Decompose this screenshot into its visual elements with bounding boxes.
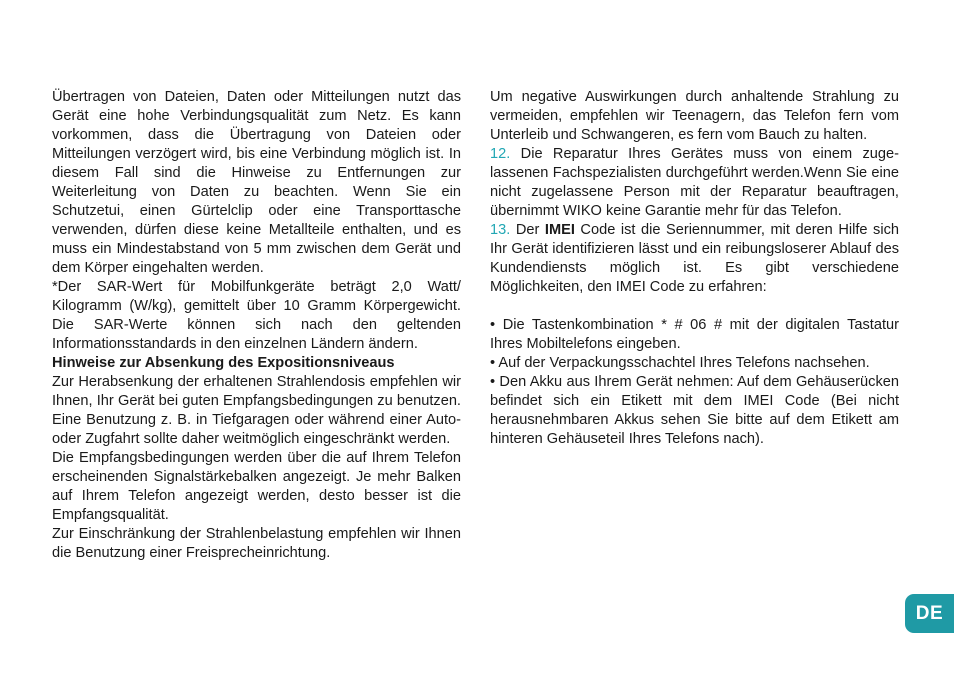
- item-text-13-prefix: Der: [510, 222, 545, 238]
- left-column: [52, 88, 461, 563]
- paragraph-transmission: Übertragen von Dateien, Daten oder Mitteilungen nutzt das Gerät eine hohe Verbindungsqualität zum Netz. Es kann vorkommen, dass die Übertragung von Dateien oder Mitteilungen verzögert wird, bis eine Verbindung möglich ist. In diesem Fall sind die Hinweise zu Entfernungen zur Weiterleitung von Daten zu beachten. Wenn Sie ein Schutzetui, einen Gürtelclip oder eine Transporttasche verwenden, dürfen diese keine Metallteile enthalten, und es muss ein Mindestabstand von 5 mm zwischen dem Gerät und dem Körper eingehalten werden.: [52, 89, 461, 276]
- item-text-12: Die Reparatur Ihres Gerätes muss von einem zugelassenen Fachspezialisten durchgeführt werden.Wenn Sie eine nicht zugelassene Person mit der Reparatur beauftragen, übernimmt WIKO keine Garantie mehr für das Telefon.: [490, 146, 899, 219]
- paragraph-reduce-dose: Zur Herabsenkung der erhaltenen Strahlendosis empfehlen wir Ihnen, Ihr Gerät bei guten Empfangsbedingungen zu benutzen. Eine Benutzung z. B. in Tiefgaragen oder während einer Auto-oder Zugfahrt sollte daher weitmöglich eingeschränkt werden.: [52, 374, 461, 447]
- imei-term: IMEI: [544, 222, 575, 238]
- list-item-12: [490, 145, 899, 221]
- section-heading-exposure: Hinweise zur Absenkung des Expositionsniveaus: [52, 355, 395, 371]
- item-number-12: 12.: [490, 146, 511, 162]
- paragraph-pregnancy: Um negative Auswirkungen durch anhaltende Strahlung zu vermeiden, empfehlen wir Teenagern, das Telefon fern vom Unterleib und Schwangeren, es fern vom Bauch zu halten.: [490, 89, 899, 143]
- bullet-battery-label: • Den Akku aus Ihrem Gerät nehmen: Auf dem Gehäuserücken befindet sich ein Etikett mit dem IMEI Code (Bei nicht herausnehmbaren Akkus sehen Sie bitte auf dem Etikett am hinteren Gehäuseteil Ihres Telefons nach).: [490, 374, 899, 447]
- item-text-13: Code ist die Seriennummer, mit deren Hilfe sich Ihr Gerät identifizieren lässt und ein reibungsloserer Ablauf des Kundendiensts möglich ist. Es gibt verschiedene Möglichkeiten, den IMEI Code zu erfahren:: [490, 222, 900, 295]
- bullet-key-combination: • Die Tastenkombination * # 06 # mit der digitalen Tastatur Ihres Mobiltelefons eingeben.: [490, 317, 899, 352]
- language-badge: DE: [905, 594, 954, 633]
- paragraph-reception: Die Empfangsbedingungen werden über die auf Ihrem Telefon erscheinenden Signalstärkebalken angezeigt. Je mehr Balken auf Ihrem Telefon angezeigt werden, desto besser ist die Empfangsqualität.: [52, 450, 461, 523]
- bullet-packaging: • Auf der Verpackungsschachtel Ihres Telefons nachsehen.: [490, 355, 870, 371]
- right-column: [490, 88, 899, 449]
- spacer: [490, 297, 899, 316]
- item-number-13: 13.: [490, 222, 511, 238]
- list-item-13: [490, 221, 899, 297]
- paragraph-sar-value: *Der SAR-Wert für Mobilfunkgeräte beträgt 2,0 Watt/ Kilogramm (W/kg), gemittelt über 10 Gramm Körpergewicht. Die SAR-Werte können sich nach den geltenden Informationsstandards in den einzelnen Ländern ändern.: [52, 279, 461, 352]
- paragraph-handsfree: Zur Einschränkung der Strahlenbelastung empfehlen wir Ihnen die Benutzung einer Freisprecheinrichtung.: [52, 526, 461, 561]
